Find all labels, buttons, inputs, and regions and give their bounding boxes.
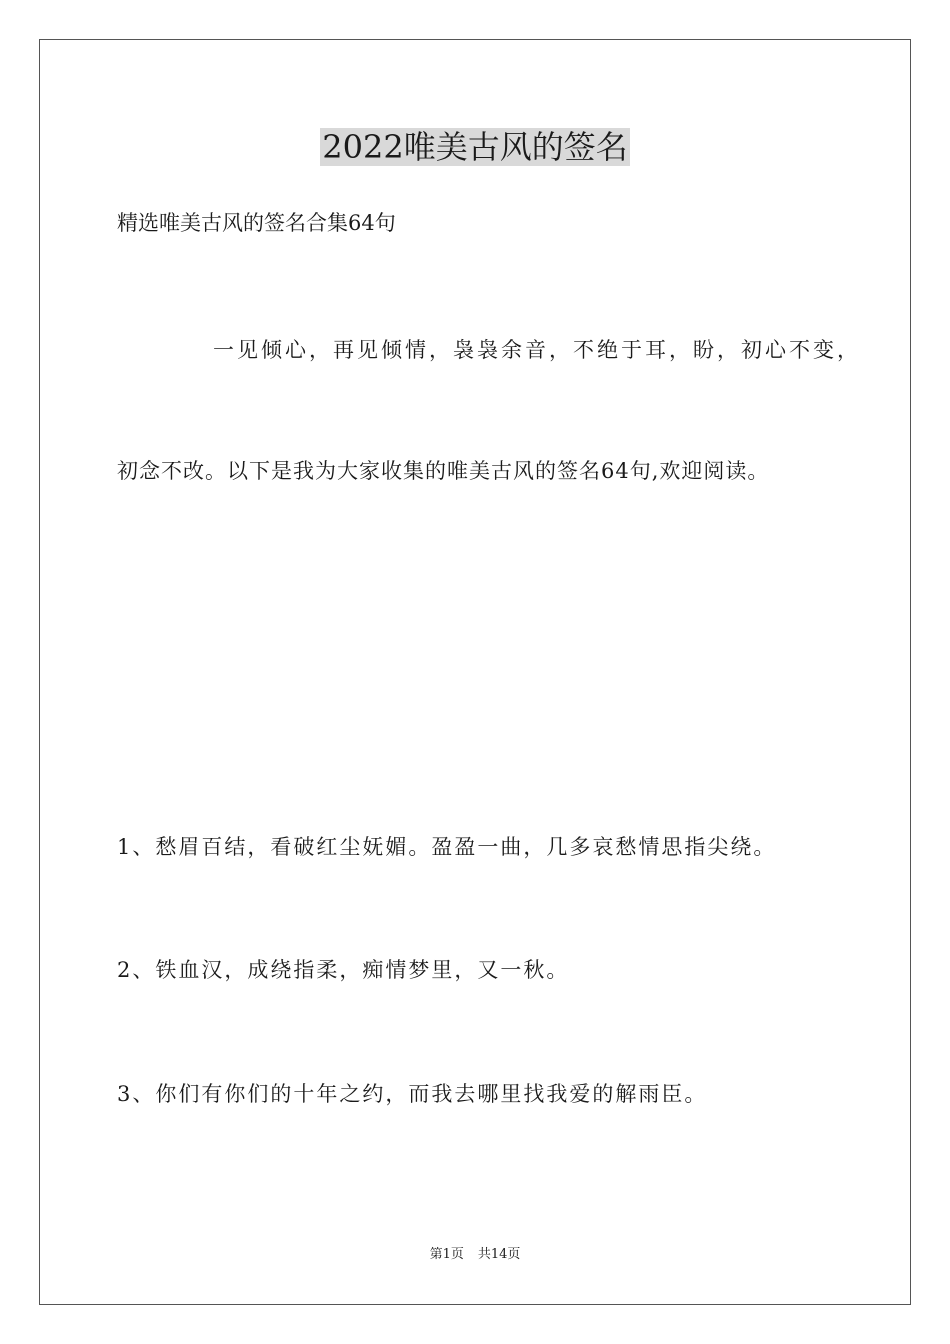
page-number-total: 共14页 [477, 1247, 521, 1262]
page-number-current: 第1页 [429, 1247, 464, 1262]
page-footer [0, 1246, 950, 1264]
intro-paragraph-line-1: 一见倾心，再见倾情，袅袅余音，不绝于耳，盼，初心不变， [213, 338, 861, 362]
intro-paragraph-line-2: 初念不改。以下是我为大家收集的唯美古风的签名64句,欢迎阅读。 [117, 459, 770, 483]
document-title-row [0, 125, 950, 169]
document-title: 2022唯美古风的签名 [322, 128, 628, 166]
list-item: 2、铁血汉，成绕指柔，痴情梦里，又一秋。 [117, 958, 570, 982]
document-subtitle: 精选唯美古风的签名合集64句 [117, 211, 396, 235]
list-item: 1、愁眉百结，看破红尘妩媚。盈盈一曲，几多哀愁情思指尖绕。 [117, 835, 777, 859]
list-item: 3、你们有你们的十年之约，而我去哪里找我爱的解雨臣。 [117, 1082, 708, 1106]
